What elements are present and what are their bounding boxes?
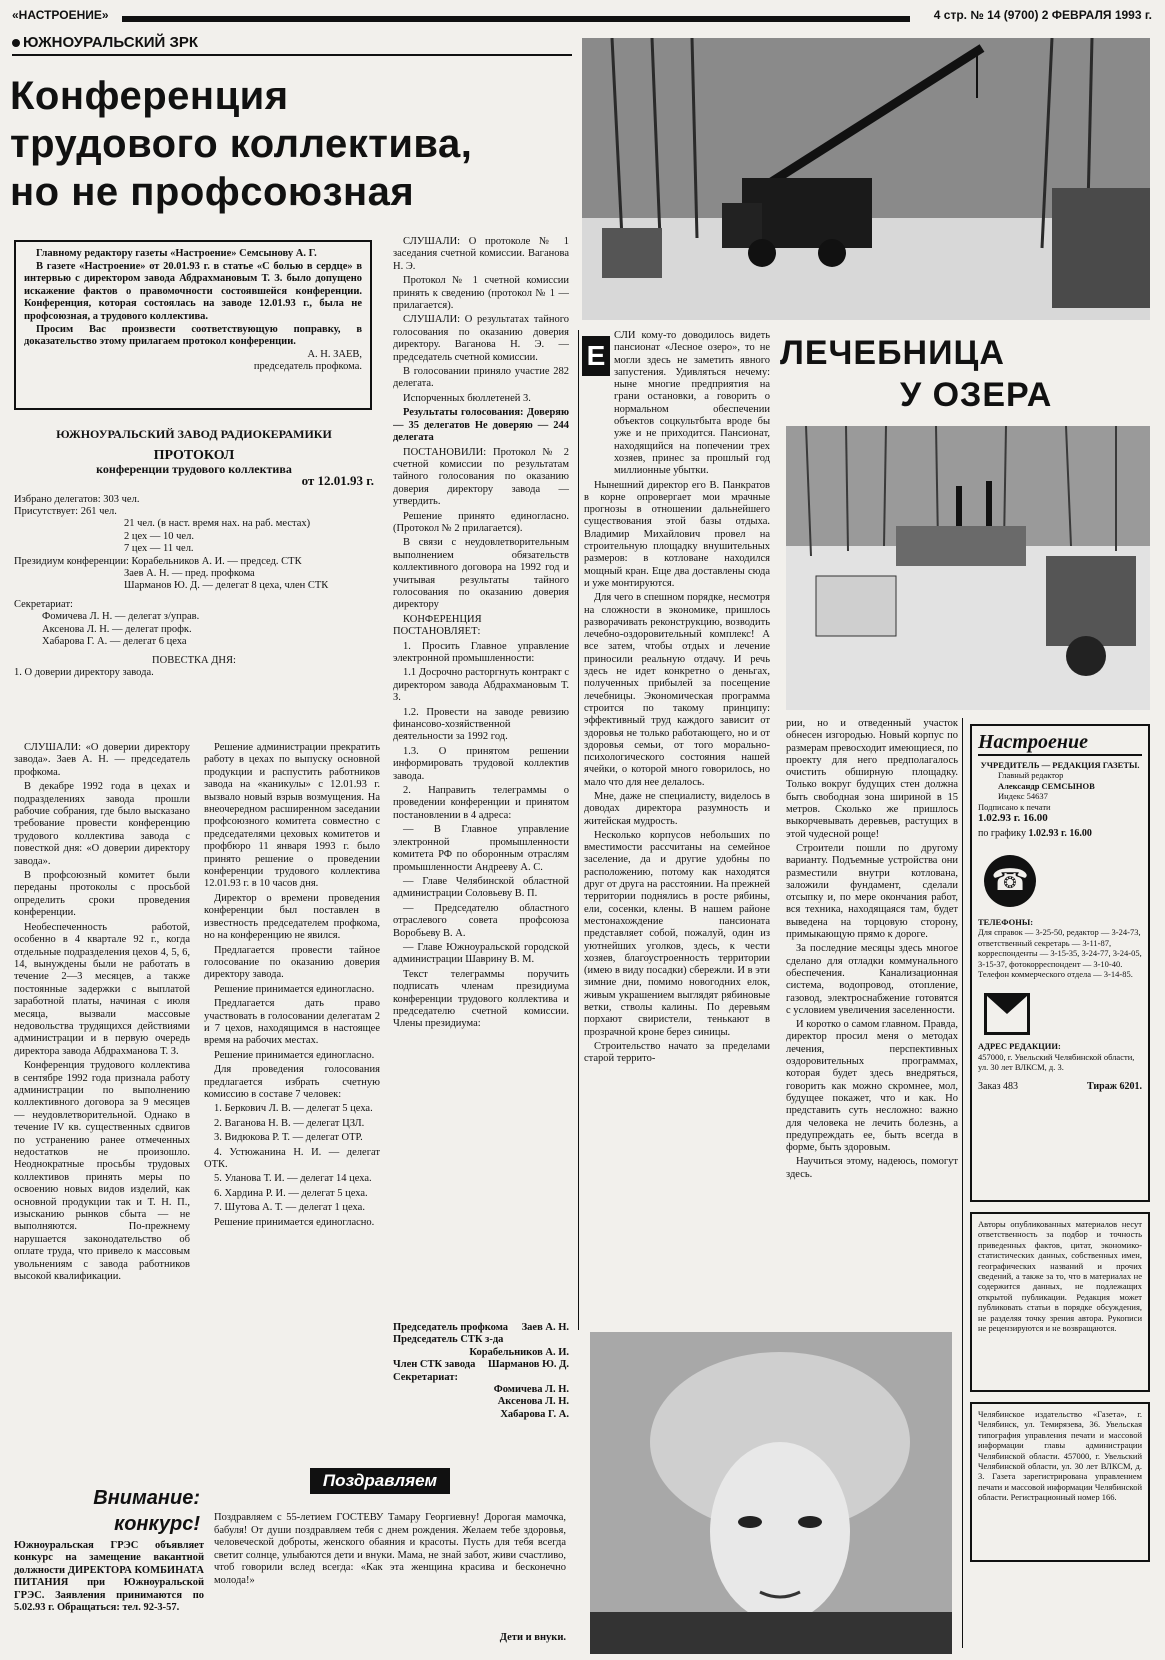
protocol-line: Хабарова Г. А. — делегат 6 цеха — [42, 636, 187, 648]
address-text: 457000, г. Увельский Челябинской области, ул. 30 лет ВЛКСМ, д. 3. — [978, 1051, 1135, 1073]
article-column-3 — [393, 236, 569, 1316]
crane-photo — [582, 38, 1150, 320]
issue-info: 4 стр. № 14 (9700) 2 ФЕВРАЛЯ 1993 г. — [933, 8, 1152, 22]
article-column-2 — [204, 742, 380, 1462]
masthead-logo: Настроение — [978, 731, 1142, 756]
agenda-item: 1. О доверии директору завода. — [14, 666, 154, 678]
headline-line: но не профсоюзная — [10, 170, 415, 214]
print-info — [978, 1081, 1142, 1092]
rubric-rule — [12, 54, 572, 56]
envelope-flap — [987, 996, 1027, 1014]
paragraph: Текст телеграммы поручить подписать членам президиума конференции трудового коллектива и председателю счетной комиссии. Члены президиума: — [393, 968, 569, 1030]
signed-time: 1.02.93 г. 16.00 — [978, 812, 1048, 825]
signature-role: Секретариат: — [393, 1371, 458, 1383]
congrats-text: Поздравляем с 55-летием ГОСТЕВУ Тамару Георгиевну! Дорогая мамочка, бабуля! От души поздравляем тебя с днем рождения. Желаем тебе здоровья, человеческой доброты, женского обаяния и красоты. Пусть для тебя всегда светит солнце, улыбаются дети и внуки. Мама, не знай забот, живи счастливо, чтоб говорили вслед всегда: «Как эта женщина красива и бесконечно молода!» — [214, 1512, 566, 1586]
protocol-title: ПРОТОКОЛ — [153, 448, 235, 464]
signature-row — [393, 1322, 569, 1334]
paragraph: 1. Просить Главное управление электронной промышленности: — [393, 640, 569, 664]
masthead-line: УЧРЕДИТЕЛЬ — РЕДАКЦИЯ ГАЗЕТЫ. — [980, 760, 1140, 770]
paragraph: Предлагается провести тайное голосование по оказанию доверия директору завода. — [204, 944, 380, 981]
agenda-title: ПОВЕСТКА ДНЯ: — [152, 654, 236, 666]
signature-role: Член СТК завода — [393, 1359, 476, 1371]
paragraph: СЛУШАЛИ: «О доверии директору завода». Заев А. Н. — председатель профкома. — [14, 742, 190, 778]
masthead-line: Индекс 54637 — [998, 791, 1048, 802]
paragraph: 4. Устюжанина Н. И. — делегат ОТК. — [204, 1146, 380, 1170]
paragraph: Нынешний директор его В. Панкратов в корне опровергает мои мрачные прогнозы в отношении дальнейшего существования этой базы отдыха. Владимир Михайлович провел на строительную площадку внушительных размеров: в котловане находился мощный кран. Еще два доставлены сюда и уже монтируются. — [584, 479, 770, 589]
paragraph: Строительство начато за пределами старой террито- — [584, 1040, 770, 1065]
signature-name: Заев А. Н. — [521, 1322, 569, 1333]
protocol-line: Шарманов Ю. Д. — делегат 8 цеха, член СТК — [124, 580, 329, 592]
paragraph: ПОСТАНОВИЛИ: Протокол № 2 счетной комиссии по результатам тайного голосования по оказанию доверия директору завода — утвердить. — [393, 446, 569, 508]
paragraph: Протокол № 1 счетной комиссии принять к сведению (протокол № 1 — прилагается). — [393, 275, 569, 312]
paragraph: И коротко о самом главном. Правда, директор просил меня о методах лечения, перспективных оздоровительных программах, которая будет здесь внедряться, говорить как можно скромнее, мол, будущее покажет, что и как. Но представить суть несложно: важно для человека не лечить болезнь, а предупреждать ее, быть всегда в форме, быть здоровым. — [786, 1019, 958, 1154]
paragraph: Для проведения голосования предлагается избрать счетную комиссию в составе 7 человек: — [204, 1064, 380, 1100]
publisher-box: Челябинское издательство «Газета», г. Челябинск, ул. Темирязева, 36. Увельская типография управления печати и массовой информации главы администрации Челябинской области. 457000, г. Увельский Челябинской области, ул. 30 лет ВЛКСМ, д. 3. Газета зарегистрирована управлением печати и массовой информации Челябинской области. Регистрационный номер 166. — [970, 1402, 1150, 1562]
protocol-line: Присутствует: 261 чел. — [14, 506, 117, 518]
contest-text: Южноуральская ГРЭС объявляет конкурс на замещение вакантной должности ДИРЕКТОРА КОМБИНАТА ПИТАНИЯ при Южноуральской ГРЭС. Заявления принимаются по 5.02.93 г. Обращаться: тел. 92-3-57. — [14, 1540, 204, 1614]
protocol-line: Секретариат: — [14, 598, 73, 610]
paragraph: — Председателю областного отраслевого совета профсоюза Воробьеву В. А. — [393, 902, 569, 939]
column-divider — [962, 718, 963, 1648]
paragraph: Решение принимается единогласно. — [214, 1216, 375, 1228]
signature-role: Председатель СТК з-да — [393, 1334, 504, 1346]
protocol-line: 2 цех — 10 чел. — [124, 530, 194, 542]
lechebnitsa-column-a — [584, 330, 770, 1290]
headline-line: Конференция — [10, 74, 289, 118]
portrait-photo — [590, 1332, 952, 1654]
notice-box: Авторы опубликованных материалов несут ответственность за подбор и точность приведенных фактов, цитат, экономико-статистических данных, собственных имен, географических названий и прочих сведений, а также за то, что в материалах не содержится данных, не подлежащих открытой публикации. Редакция может публиковать статьи в порядке обсуждения, не разделяя точку зрения автора. Рукописи не рецензируются и не возвращаются. — [970, 1212, 1150, 1392]
header-rule — [122, 16, 910, 22]
signature-name: Корабельников А. И. — [469, 1346, 569, 1358]
title-line: ЛЕЧЕБНИЦА — [780, 334, 1005, 372]
rubric — [12, 34, 198, 51]
paragraph: Несколько корпусов небольших по вместимости рассчитаны на семейное заселение, да и другие удобны по расположению, потому как находятся друг от друга на расстоянии. На прежней территории поднялись в росте рябины, ели, сосенки, клены. В нашем районе местонахождение пансионата представляет собой, пожалуй, один из уютнейших уголков, здесь, к чести хозяев, благоустроенность территории (имею в виду посадки) сбережли. И в эти зимние дни, помимо новогодних елок, живым украшением выглядят рябиновые ветки, стволы калины. По деревьям порхают свиристели, тенькают в прозрачной кроне берез синицы. — [584, 829, 770, 1038]
letter-signature: А. Н. ЗАЕВ, — [307, 348, 362, 360]
phones-text: Телефон коммерческого отдела — 3-14-85. — [978, 969, 1133, 980]
signature-row — [393, 1359, 569, 1371]
paragraph: Мне, даже не специалисту, виделось в доводах директора разумность и житейская мудрость. — [584, 790, 770, 827]
paragraph: 2. Направить телеграммы о проведении конференции и принятом постановлении в 4 адреса: — [393, 785, 569, 821]
paragraph: 1.2. Провести на заводе ревизию финансово-хозяйственной деятельности за 1992 год. — [393, 706, 569, 743]
signature-name: Шарманов Ю. Д. — [487, 1359, 569, 1371]
paragraph: Научиться этому, надеюсь, помогут здесь. — [786, 1156, 958, 1180]
paragraph: 6. Хардина Р. И. — делегат 5 цеха. — [214, 1187, 368, 1199]
paragraph: — Главе Южноуральской городской администрации Шаврину В. М. — [393, 941, 569, 966]
paragraph: 5. Уланова Т. И. — делегат 14 цеха. — [214, 1173, 372, 1185]
protocol-date: от 12.01.93 г. — [301, 473, 374, 489]
title-line: У ОЗЕРА — [900, 376, 1053, 414]
order-number: Заказ 483 — [978, 1080, 1019, 1092]
paragraph: 7. Шутова А. Т. — делегат 1 цеха. — [214, 1202, 365, 1214]
address-title: АДРЕС РЕДАКЦИИ: — [978, 1041, 1061, 1052]
paragraph: Директор о времени проведения конференции был поставлен в известность председателем профкома, но на конференцию не явился. — [204, 892, 380, 942]
paragraph: СЛУШАЛИ: О протоколе № 1 заседания счетной комиссии. Ваганова Н. Э. — [393, 236, 569, 272]
letter-paragraph: Главному редактору газеты «Настроение» Семсынову А. Г. — [36, 248, 317, 259]
protocol-line: Аксенова Л. Н. — делегат профк. — [42, 623, 192, 635]
paragraph: Для чего в спешном порядке, несмотря на сложности в экономике, пришлось разворачивать реконструкцию, возводить лечебно-оздоровительный комплекс! А все затем, чтобы отдых и лечение приносили реальную отдачу. И речь здесь не идет конкретно о деньгах, полученных прибылей за посещение лечебницы. Экономическая программа строится по такому принципу: эффективный труд каждого зависит от здоровья не только работающего, но и от здоровья семьи, от того морально-психологического состояния нашей ячейки, о которой много говорилось, но мало что для нее делалось. — [584, 592, 770, 788]
dropcap: Е — [582, 336, 610, 376]
lechebnitsa-title — [780, 332, 1080, 416]
contest-title: Внимание: конкурс! — [93, 1487, 200, 1535]
paragraph: Решение принимается единогласно. — [214, 983, 375, 995]
paragraph: За последние месяцы здесь многое сделано для отладки коммунального обеспечения. Канализационная система, водопровод, отопление, газовод, электроснабжение готовятся с условием увеличения заселенности. — [786, 943, 958, 1016]
protocol-header — [14, 428, 374, 728]
telephone-icon: ☎ — [984, 855, 1036, 907]
construction-photo — [786, 426, 1150, 710]
paragraph: В голосовании приняло участие 282 делегата. — [393, 366, 569, 390]
paragraph: — Главе Челябинской областной администрации Соловьеву В. П. — [393, 875, 569, 900]
envelope-icon — [984, 993, 1030, 1035]
rubric-label: ЮЖНОУРАЛЬСКИЙ ЗРК — [23, 34, 199, 51]
signature-name: Хабарова Г. А. — [500, 1408, 569, 1420]
letter-paragraph: Просим Вас произвести соответствующую поправку, в доказательство этому прилагаем протокол конференции. — [24, 323, 362, 348]
protocol-line: Избрано делегатов: 303 чел. — [14, 493, 140, 505]
masthead-line: Александр СЕМСЫНОВ — [998, 780, 1095, 791]
paragraph: 1.3. О принятом решении информировать трудовой коллектив завода. — [393, 745, 569, 782]
construction-photo-image — [786, 426, 1150, 710]
congrats-sign: Дети и внуки. — [499, 1632, 566, 1643]
paragraph: СЛУШАЛИ: О результатах тайного голосования по оказанию доверия директору. Ваганова Н. Э. — председатель счетной комиссии. — [393, 314, 569, 363]
headline-line: трудового коллектива, — [10, 122, 473, 166]
paragraph: 1. Беркович Л. В. — делегат 5 цеха. — [214, 1103, 373, 1115]
paragraph: 1.1 Досрочно расторгнуть контракт с директором завода Абдрахмановым Т. З. — [393, 667, 569, 704]
portrait-photo-image — [590, 1332, 952, 1654]
protocol-subtitle: конференции трудового коллектива — [96, 461, 292, 476]
paragraph: Решение принимается единогласно. — [214, 1049, 375, 1061]
circulation: Тираж 6201. — [1087, 1080, 1142, 1092]
protocol-line: Заев А. Н. — пред. профкома — [124, 568, 255, 580]
protocol-org: ЮЖНОУРАЛЬСКИЙ ЗАВОД РАДИОКЕРАМИКИ — [56, 428, 332, 441]
signature-name: Фомичева Л. Н. — [493, 1384, 569, 1396]
signature-role: Председатель профкома — [393, 1322, 509, 1333]
paragraph: Результаты голосования: Доверяю — 35 делегатов Не доверяю — 244 делегата — [393, 407, 569, 444]
paragraph: В профсоюзный комитет были переданы протоколы с просьбой определить сроки проведения конференции. — [14, 870, 190, 919]
paragraph: Необеспеченность работой, особенно в 4 квартале 92 г., когда отдельные подразделения цехов 4, 5, 6, 14, вынуждены были не работать в течение 2—3 месяцев, а также постоянные задержки с выплатой заработной платы, начиная с июля месяца, вызвали массовые недовольства трудящихся действиями администрации и в первую очередь директора завода Абдрахманова Т. З. — [14, 921, 190, 1057]
letter-box — [14, 240, 372, 410]
paragraph: Испорченных бюллетеней 3. — [403, 392, 531, 404]
phones-text: Для справок — 3-25-50, редактор — 3-24-73, ответственный секретарь — 3-11-87, корреспонденты — 3-15-35, 3-24-77, 3-24-05, 3-15-37, фотокорреспондент — 3-10-40. — [978, 927, 1142, 969]
protocol-line: Фомичева Л. Н. — делегат з/управ. — [42, 611, 200, 623]
article-column-1 — [14, 742, 190, 1472]
column-divider — [578, 330, 579, 1330]
page-header — [12, 6, 1152, 28]
bullet-icon — [12, 39, 20, 47]
paragraph: рии, но и отведенный участок обнесен изгородью. Новый корпус по размерам превосходит имеющиеся, по проекту для него предполагалось очистить обширную площадку. Только вокруг будущих стен должна быть свободная зона шириной в 15 метров. Сколько же пришлось выкорчевывать деревьев, растущих в этой чудесной роще! — [786, 718, 958, 840]
masthead-line: Подписано к печати — [978, 801, 1051, 812]
protocol-line: Президиум конференции: Корабельников А. И. — председ. СТК — [14, 555, 302, 567]
paper-name: «НАСТРОЕНИЕ» — [12, 8, 109, 22]
masthead-line: Главный редактор — [998, 770, 1064, 781]
paragraph: — В Главное управление электронной промышленности комитета РФ по оборонным отраслям промышленности Андрееву А. С. — [393, 824, 569, 873]
headline — [10, 72, 570, 216]
paragraph: Предлагается дать право участвовать в голосовании делегатам 2 и 7 цехов, находящимся в настоящее время на рабочих местах. — [204, 998, 380, 1047]
letter-paragraph: В газете «Настроение» от 20.01.93 г. в статье «С болью в сердце» в интервью с директором завода Абдрахмановым Т. З. было допущено искажение фактов о правомочности состоявшейся конференции. Конференция, которая состоялась на заводе 12.01.93 г., была не профсоюзная, а трудового коллектива. — [24, 260, 362, 322]
signature-name: Аксенова Л. Н. — [497, 1396, 569, 1408]
paragraph: Конференция трудового коллектива в сентябре 1992 года признала работу администрации по выполнению коллективного договора за 9 месяцев — неудовлетворительной. Однако в течение IV кв. существенных сдвигов по устранению ранее отмеченных недостатков не произошло. Неоднократные просьбы трудовых коллективов принять меры по освоению новых видов изделий, как основной продукции так и Т. Н. П., изысканию рынков сбыта — не выполняются. По-прежнему нарушается законодательство об оплате труда, что привело к массовым увольнениям с завода работников высокой квалификации. — [14, 1060, 190, 1283]
paragraph: КОНФЕРЕНЦИЯ ПОСТАНОВЛЯЕТ: — [393, 613, 482, 638]
protocol-line: 21 чел. (в наст. время нах. на раб. местах) — [124, 518, 311, 530]
crane-photo-image — [582, 38, 1150, 320]
paragraph: В декабре 1992 года в цехах и подразделениях завода прошли рабочие собрания, где было высказано требование провести конференцию трудового коллектива завода с повесткой дня: «О доверии директору завода». — [14, 781, 190, 867]
schedule-time: 1.02.93 г. 16.00 — [1028, 828, 1092, 840]
masthead-box — [970, 724, 1150, 1202]
paragraph: Решение принято единогласно. (Протокол № 2 прилагается). — [393, 510, 569, 534]
paragraph: Решение администрации прекратить работу в цехах по выпуску основной продукции и распустить работников завода на «каникулы» с 12.01.93 г. вызвало новый взрыв возмущения. На внеочередном расширенном заседании профсоюзного комитета совместно с председателями цеховых комитетов и профбюро 11 января 1993 г. было принято решение о проведении конференции трудового коллектива 12.01.93 г. в 10 часов дня. — [204, 742, 380, 890]
congrats-banner: Поздравляем — [310, 1468, 450, 1494]
schedule-label: по графику — [978, 828, 1026, 840]
paragraph: Строители пошли по другому варианту. Подъемные устройства они разместили внутри котлована, заложили фундамент, сделали отсыпку и, по мере окончания работ, вся техника, находящаяся там, будет выведена на торцовую сторону, примыкающую прямо к дороге. — [786, 842, 958, 941]
phones-title: ТЕЛЕФОНЫ: — [978, 917, 1034, 928]
paragraph: 2. Ваганова Н. В. — делегат ЦЗЛ. — [214, 1117, 365, 1129]
paragraph: СЛИ кому-то доводилось видеть пансионат «Лесное озеро», то не могли здесь не заметить явного запустения. Удивляться нечему: ныне многие предприятия на грани остановки, а говорить о нормальном обеспечении объектов соцкультбыта вроде бы уже и не приходится. Пансионат, находящийся на попечении трех хозяев, принес за прошлый год миллионные убытки. — [614, 330, 770, 477]
paragraph: В связи с неудовлетворительным выполнением обязательств коллективного договора на 1992 год и учитывая результаты тайного голосования по оказанию доверия директору — [393, 537, 569, 611]
protocol-line: 7 цех — 11 чел. — [124, 543, 194, 555]
signatures-block — [393, 1322, 569, 1462]
lechebnitsa-column-b — [786, 718, 958, 1338]
paragraph: 3. Видюкова Р. Т. — делегат ОТР. — [214, 1132, 363, 1144]
letter-signature-role: председатель профкома. — [253, 361, 362, 373]
